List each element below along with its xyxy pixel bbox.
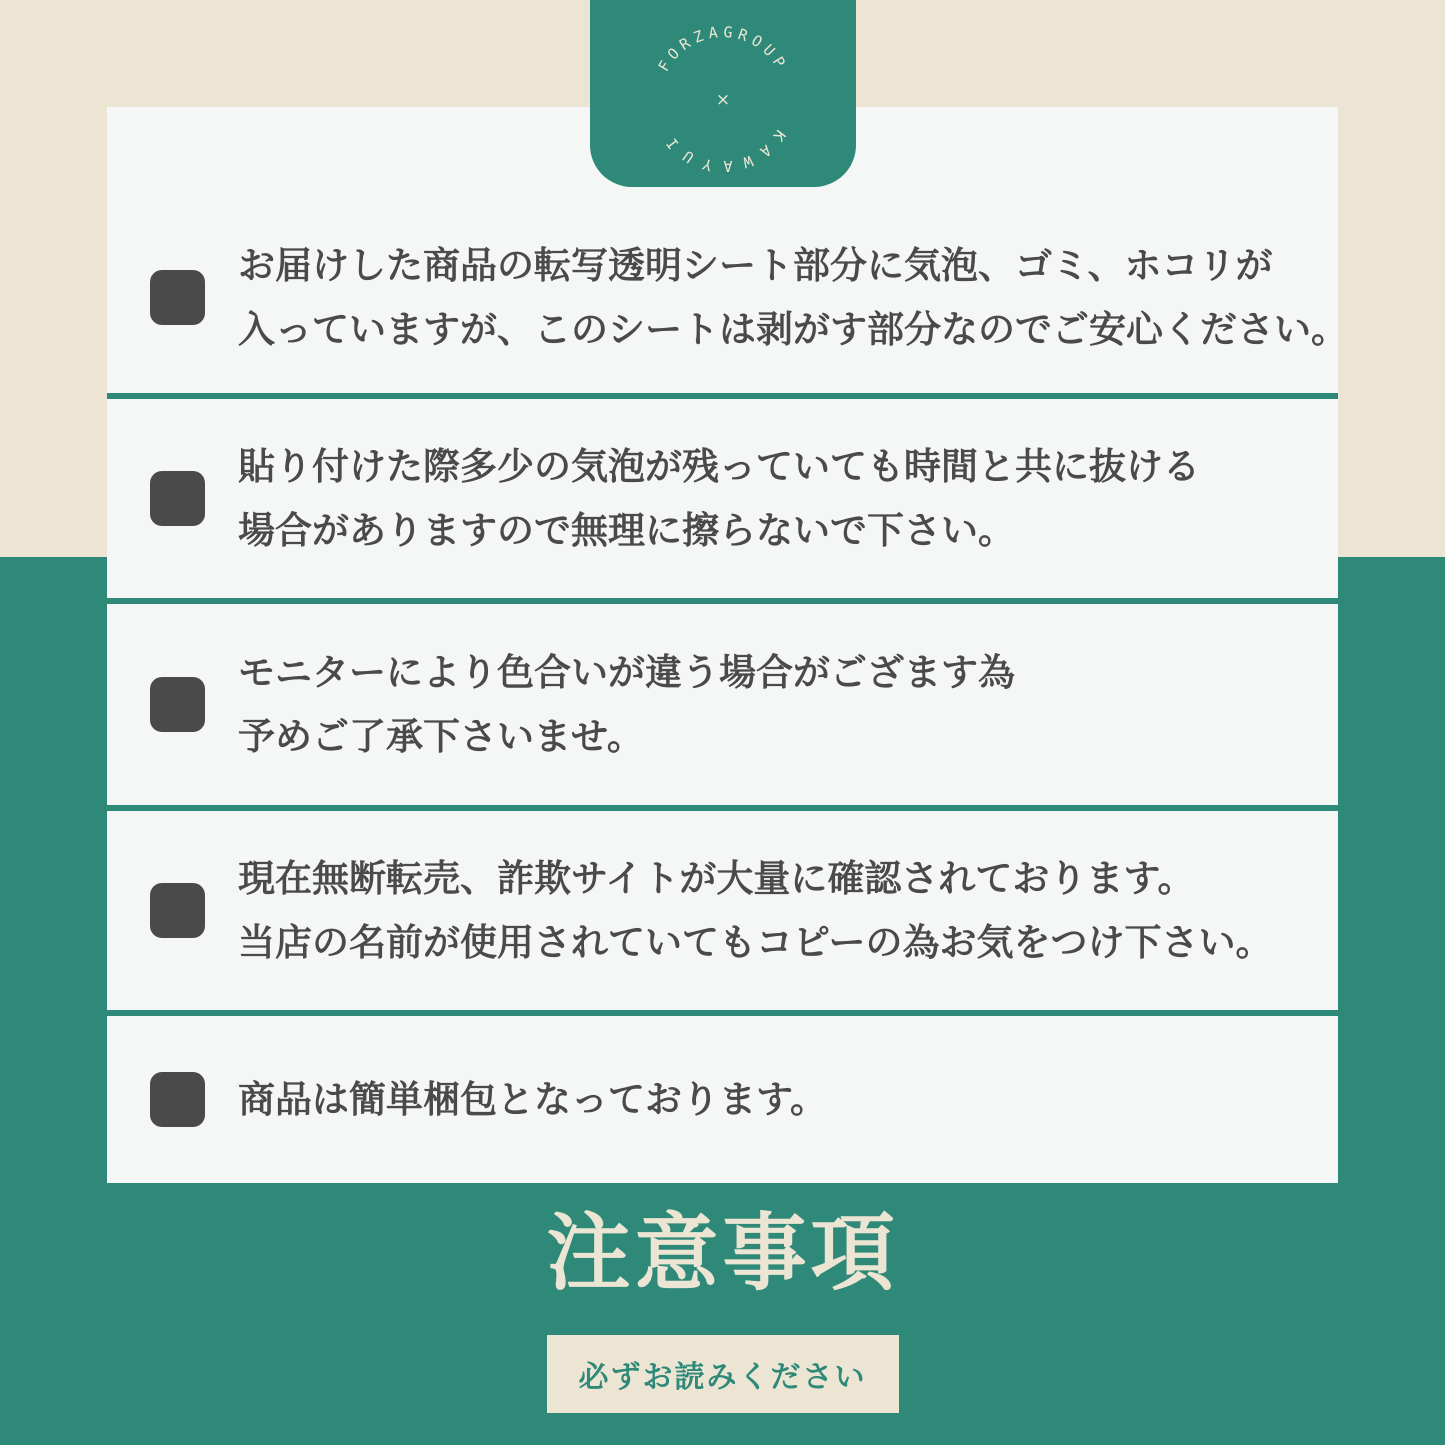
brand-badge (590, 0, 856, 187)
notice-5-line-1: 商品は簡単梱包となっております。 (238, 1078, 828, 1120)
checkbox-icon (150, 1072, 205, 1127)
notice-text-5 (238, 1068, 827, 1132)
notice-text-2 (238, 435, 1200, 563)
notice-2-line-2: 場合がありますので無理に擦らないで下さい。 (238, 509, 1015, 551)
notice-4-line-2: 当店の名前が使用されていてもコピーの為お気をつけ下さい。 (238, 921, 1273, 963)
notice-text-1 (238, 234, 1348, 362)
notice-3-line-2: 予めご了承下さいませ。 (238, 715, 644, 757)
checkbox-icon (150, 883, 205, 938)
checkbox-icon (150, 677, 205, 732)
notice-text-3 (238, 641, 1015, 769)
notice-section-4 (107, 811, 1338, 1010)
notice-2-line-1: 貼り付けた際多少の気泡が残っていても時間と共に抜ける (238, 445, 1200, 487)
notice-card (107, 107, 1348, 1183)
brand-circle-logo (638, 14, 808, 184)
footer-title: 注意事項 (546, 1206, 899, 1300)
checkbox-icon (150, 270, 205, 325)
svg-text:FORZAGROUP (654, 22, 791, 74)
notice-text-4 (238, 847, 1273, 975)
notice-section-3 (107, 604, 1338, 805)
notice-4-line-1: 現在無断転売、詐欺サイトが大量に確認されております。 (238, 857, 1195, 899)
notice-1-line-1: お届けした商品の転写透明シート部分に気泡、ゴミ、ホコリが (238, 244, 1273, 286)
notice-1-line-2: 入っていますが、このシートは剥がす部分なのでご安心ください。 (238, 308, 1348, 350)
notice-section-5 (107, 1016, 1338, 1183)
checkbox-icon (150, 471, 205, 526)
notice-section-2 (107, 399, 1338, 598)
notice-3-line-1: モニターにより色合いが違う場合がござます為 (238, 651, 1015, 693)
svg-text:KAWAYUI (656, 126, 789, 175)
brand-arc-bottom-text: KAWAYUI (656, 126, 789, 175)
brand-arc-top-text: FORZAGROUP (654, 22, 791, 75)
read-notice-label: 必ずお読みください (547, 1335, 899, 1413)
brand-x-icon: × (715, 89, 730, 110)
